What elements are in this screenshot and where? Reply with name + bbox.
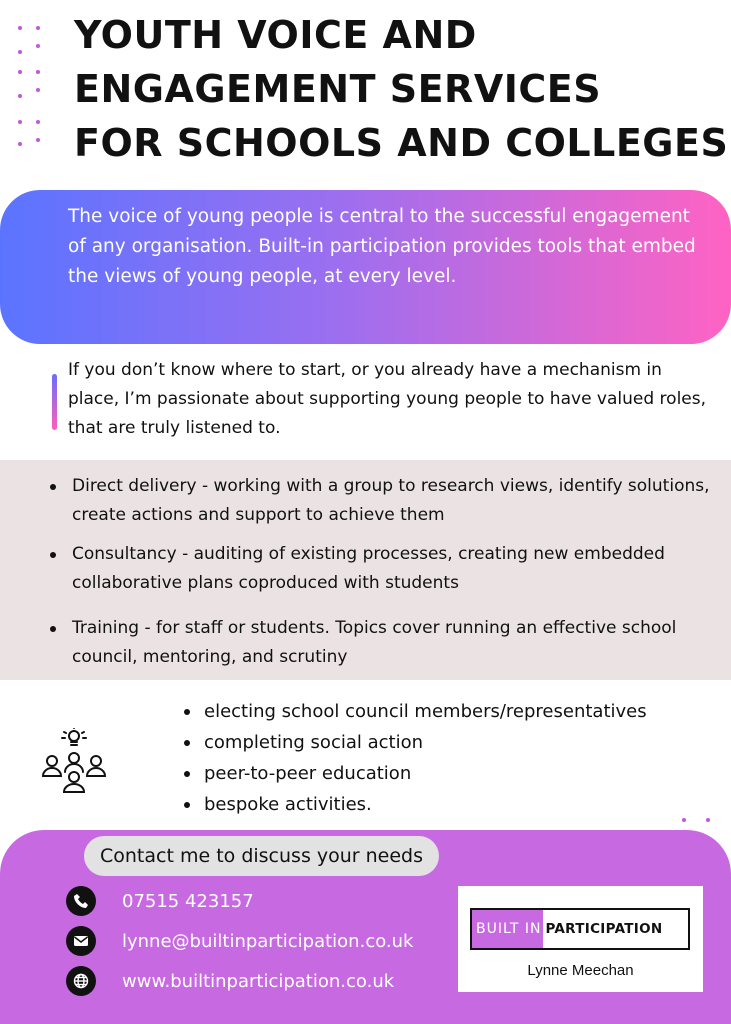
built-in-participation-logo xyxy=(470,908,690,950)
title-line: ENGAGEMENT SERVICES xyxy=(74,67,602,111)
email-link[interactable]: lynne@builtinparticipation.co.uk xyxy=(122,930,414,952)
contact-email-row[interactable] xyxy=(66,926,413,956)
service-item-direct-delivery: Direct delivery - working with a group to research views, identify solutions, create actions and support to achieve them xyxy=(48,472,712,530)
logo-text-participation: PARTICIPATION xyxy=(545,921,663,937)
activity-item: completing social action xyxy=(182,727,647,758)
activities-list xyxy=(182,696,647,820)
title-line: YOUTH VOICE AND xyxy=(74,13,477,57)
group-idea-icon xyxy=(40,728,108,794)
quote-accent-bar xyxy=(52,374,57,430)
contact-phone-row[interactable] xyxy=(66,886,254,916)
activity-item: bespoke activities. xyxy=(182,789,647,820)
activity-item: electing school council members/representatives xyxy=(182,696,647,727)
decorative-dot xyxy=(706,818,710,822)
service-item-consultancy: Consultancy - auditing of existing processes, creating new embedded collaborative plans coproduced with students xyxy=(48,540,712,598)
website-link[interactable]: www.builtinparticipation.co.uk xyxy=(122,970,395,992)
title-line: FOR SCHOOLS AND COLLEGES xyxy=(74,121,729,165)
contact-cta: Contact me to discuss your needs xyxy=(84,836,439,876)
decorative-dot xyxy=(682,818,686,822)
page-title xyxy=(74,8,728,170)
mail-icon xyxy=(66,926,96,956)
author-name: Lynne Meechan xyxy=(527,962,634,979)
contact-section xyxy=(0,830,731,1024)
activity-item: peer-to-peer education xyxy=(182,758,647,789)
phone-icon xyxy=(66,886,96,916)
services-section xyxy=(0,460,731,680)
intro-banner xyxy=(0,190,731,344)
service-item-training: Training - for staff or students. Topics cover running an effective school council, mentoring, and scrutiny xyxy=(48,614,712,672)
logo-card xyxy=(458,886,703,992)
globe-icon xyxy=(66,966,96,996)
contact-website-row[interactable] xyxy=(66,966,394,996)
logo-text-built-in: BUILT IN xyxy=(472,910,543,948)
phone-number-link[interactable]: 07515 423157 xyxy=(122,890,254,912)
quote-text: If you don’t know where to start, or you already have a mechanism in place, I’m passionate about supporting young people to have valued roles, that are truly listened to. xyxy=(68,360,707,438)
intro-text: The voice of young people is central to the successful engagement of any organisation. Built-in participation provides tools that embed the views of young people, at every level. xyxy=(68,206,696,287)
